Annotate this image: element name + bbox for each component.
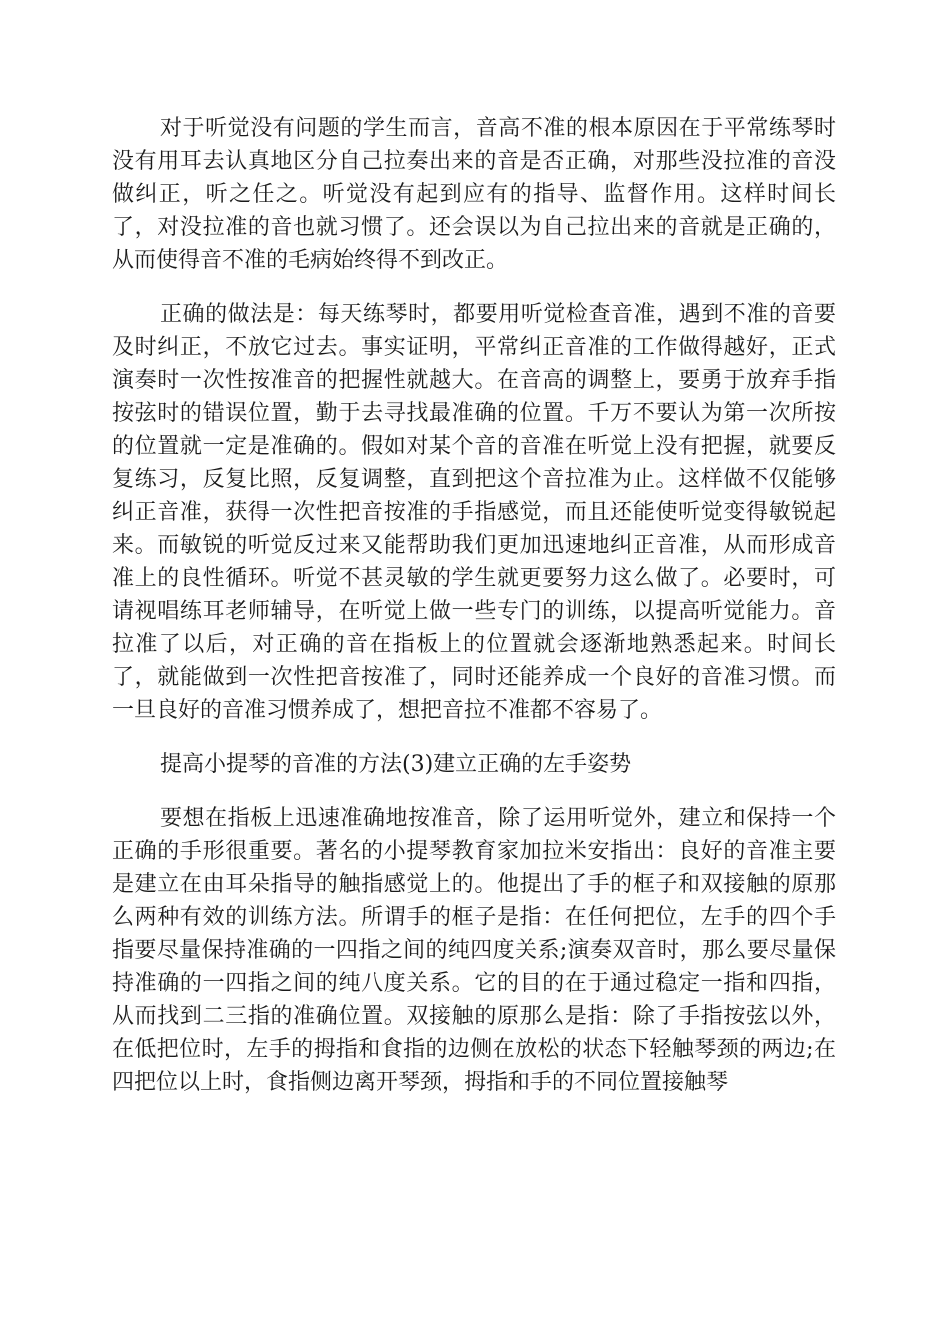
paragraph-intonation-cause: 对于听觉没有问题的学生而言，音高不准的根本原因在于平常练琴时没有用耳去认真地区分自己拉奏出来的音是否正确，对那些没拉准的音没做纠正，听之任之。听觉没有起到应有的指导、监督作用。这样时间长了，对没拉准的音也就习惯了。还会误以为自己拉出来的音就是正确的，从而使得音不准的毛病始终得不到改正。	[112, 116, 836, 273]
paragraph-left-hand-posture: 要想在指板上迅速准确地按准音，除了运用听觉外，建立和保持一个正确的手形很重要。著名的小提琴教育家加拉米安指出：良好的音准主要是建立在由耳朵指导的触指感觉上的。他提出了手的框子和双接触的原那么两种有效的训练方法。所谓手的框子是指：在任何把位，左手的四个手指要尽量保持准确的一四指之间的纯四度关系;演奏双音时，那么要尽量保持准确的一四指之间的纯八度关系。它的目的在于通过稳定一指和四指，从而找到二三指的准确位置。双接触的原那么是指：除了手指按弦以外，在低把位时，左手的拇指和食指的边侧在放松的状态下轻触琴颈的两边;在四把位以上时，食指侧边离开琴颈，拇指和手的不同位置接触琴	[112, 806, 836, 1095]
section-heading: 提高小提琴的音准的方法(3)建立正确的左手姿势	[160, 752, 632, 777]
paragraph-correct-method: 正确的做法是：每天练琴时，都要用听觉检查音准，遇到不准的音要及时纠正，不放它过去。事实证明，平常纠正音准的工作做得越好，正式演奏时一次性按准音的把握性就越大。在音高的调整上，要勇于放弃手指按弦时的错误位置，勤于去寻找最准确的位置。千万不要认为第一次所按的位置就一定是准确的。假如对某个音的音准在听觉上没有把握，就要反复练习，反复比照，反复调整，直到把这个音拉准为止。这样做不仅能够纠正音准，获得一次性把音按准的手指感觉，而且还能使听觉变得敏锐起来。而敏锐的听觉反过来又能帮助我们更加迅速地纠正音准，从而形成音准上的良性循环。听觉不甚灵敏的学生就更要努力这么做了。必要时，可请视唱练耳老师辅导，在听觉上做一些专门的训练，以提高听觉能力。音拉准了以后，对正确的音在指板上的位置就会逐渐地熟悉起来。时间长了，就能做到一次性把音按准了，同时还能养成一个良好的音准习惯。而一旦良好的音准习惯养成了，想把音拉不准都不容易了。	[112, 302, 836, 723]
document-page	[112, 112, 836, 1120]
